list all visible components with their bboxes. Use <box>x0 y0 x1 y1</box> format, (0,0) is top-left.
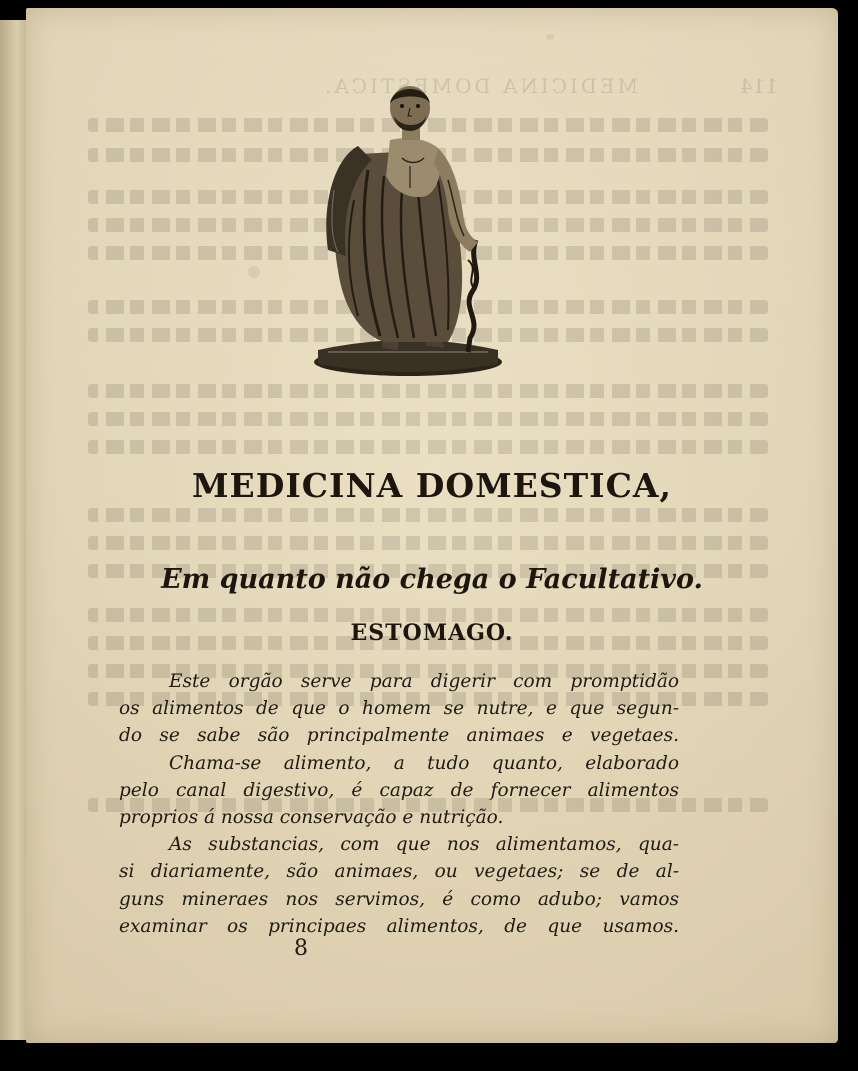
text-line: examinar os principaes alimentos, de que usamos. <box>119 915 679 937</box>
bleed-through-line <box>88 536 768 550</box>
bleed-through-line <box>88 384 768 398</box>
text-line: Chama-se alimento, a tudo quanto, elaborado <box>169 752 679 774</box>
bleed-through-line <box>88 508 768 522</box>
page-title: MEDICINA DOMESTICA, <box>192 466 672 505</box>
bleed-through-header: MEDICINA DOMESTICA. <box>321 74 638 98</box>
paper-stain <box>248 266 260 278</box>
book-page <box>26 8 838 1043</box>
bleed-through-line <box>88 412 768 426</box>
classical-physician-statue-icon <box>298 80 518 382</box>
text-line: os alimentos de que o homem se nutre, e que segun- <box>119 698 679 720</box>
section-heading: ESTOMAGO. <box>350 620 514 646</box>
text-line: si diariamente, são animaes, ou vegetaes; se de al- <box>119 861 679 883</box>
paper-stain <box>546 34 554 40</box>
bleed-through-page-number: 114 <box>739 74 778 98</box>
text-line: do se sabe são principalmente animaes e vegetaes. <box>119 725 679 747</box>
text-line: guns mineraes nos servimos, é como adubo; vamos <box>119 888 679 910</box>
text-line: pelo canal digestivo, é capaz de fornecer alimentos <box>119 779 679 801</box>
text-line: As substancias, com que nos alimentamos, qua- <box>169 834 679 856</box>
text-line: Este orgão serve para digerir com promptidão <box>169 671 679 692</box>
page-subtitle: Em quanto não chega o Facultativo. <box>161 564 703 595</box>
text-line: proprios á nossa conservação e nutrição. <box>119 806 504 828</box>
body-text <box>119 668 679 940</box>
statue-engraving <box>298 80 518 382</box>
bleed-through-line <box>88 440 768 454</box>
page-number: 8 <box>294 936 308 961</box>
